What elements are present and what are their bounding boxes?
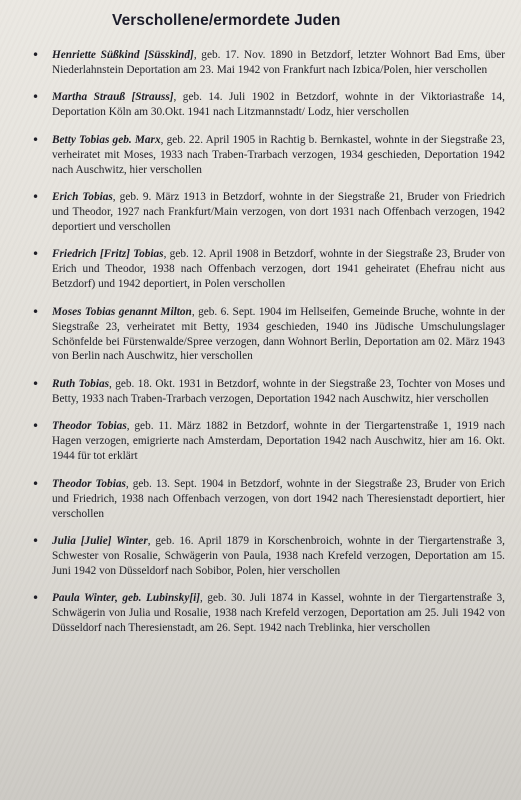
- person-details: , geb. 22. April 1905 in Rachtig b. Bernkastel, wohnte in der Siegstraße 23, verheiratet mit Moses, 1933 nach Traben-Trarbach verzogen, 1934 geschieden, Deportation 1942 nach Auschwitz, hier verschollen: [52, 133, 505, 176]
- person-details: , geb. 9. März 1913 in Betzdorf, wohnte in der Siegstraße 21, Bruder von Friedrich und Theodor, 1927 nach Frankfurt/Main verzogen, von dort 1931 nach Offenbach verzogen, 1942 deportiert und verschollen: [52, 191, 505, 233]
- person-details: , geb. 16. April 1879 in Korschenbroich, wohnte in der Tiergartenstraße 3, Schwester von Rosalie, Schwägerin von Paula, 1938 nach Krefeld verzogen, Deportation am 15. Juni 1942 von Düsseldorf nach Sobibor, Polen, hier verschollen: [52, 535, 505, 577]
- bullet-icon: •: [32, 90, 40, 105]
- bullet-icon: •: [32, 534, 40, 548]
- person-details: , geb. 13. Sept. 1904 in Betzdorf, wohnte in der Siegstraße 23, Bruder von Erich und Friedrich, 1938 nach Offenbach verzogen, von dort 1942 nach Theresienstadt deportiert, hier verschollen: [52, 477, 505, 520]
- bullet-icon: •: [32, 304, 40, 319]
- person-name: Theodor Tobias: [52, 477, 126, 490]
- person-details: , geb. 17. Nov. 1890 in Betzdorf, letzter Wohnort Bad Ems, über Niederlahnstein Deportation am 23. Mai 1942 von Frankfurt nach Izbica/Polen, hier verschollen: [52, 49, 505, 76]
- page-title: Verschollene/ermordete Juden: [112, 12, 341, 29]
- list-item: [24, 591, 505, 636]
- person-name: Martha Strauß [Strauss]: [52, 91, 174, 104]
- bullet-icon: •: [32, 419, 40, 434]
- person-name: Paula Winter, geb. Lubinsky[i]: [52, 592, 200, 605]
- list-item: [24, 48, 505, 78]
- list-item: [24, 305, 505, 365]
- bullet-icon: •: [32, 132, 40, 147]
- person-name: Friedrich [Fritz] Tobias: [52, 248, 164, 261]
- bullet-icon: •: [32, 247, 40, 262]
- list-item: [24, 133, 505, 178]
- list-item: [24, 377, 505, 407]
- bullet-icon: •: [32, 591, 40, 606]
- list-item: [24, 419, 505, 464]
- person-details: , geb. 30. Juli 1874 in Kassel, wohnte in der Tiergartenstraße 3, Schwägerin von Julia und Rosalie, 1938 nach Krefeld verzogen, Deportation am 25. Juli 1942 von Düsseldorf nach Theresienstadt, am 26. Sept. 1942 nach Treblinka, hier verschollen: [52, 592, 505, 635]
- person-name: Erich Tobias: [52, 191, 113, 204]
- person-details: , geb. 14. Juli 1902 in Betzdorf, wohnte in der Viktoriastraße 14, Deportation Köln am 30.Okt. 1941 nach Litzmannstadt/ Lodz, hier verschollen: [52, 91, 505, 119]
- person-details: , geb. 6. Sept. 1904 im Hellseifen, Gemeinde Bruche, wohnte in der Siegstraße 23, verheiratet mit Betty, 1934 geschieden, 1940 ins Jüdische Umschulungslager Schönfelde bei Fürstenwalde/Spree verzogen, dann Wohnort Berlin, Deportation am 02. März 1943 von Berlin nach Auschwitz, hier verschollen: [52, 305, 505, 363]
- list-item: [24, 190, 505, 235]
- person-name: Theodor Tobias: [52, 420, 127, 433]
- person-details: , geb. 11. März 1882 in Betzdorf, wohnte in der Tiergartenstraße 1, 1919 nach Hagen verzogen, emigrierte nach Amsterdam, Deportation 1942 nach Auschwitz, hier am 16. Okt. 1944 für tot erklärt: [52, 420, 505, 463]
- bullet-icon: •: [32, 190, 40, 205]
- person-name: Henriette Süßkind [Süsskind]: [52, 49, 194, 61]
- person-name: Ruth Tobias: [52, 377, 109, 390]
- list-item: [24, 247, 505, 292]
- person-details: , geb. 12. April 1908 in Betzdorf, wohnte in der Siegstraße 23, Bruder von Erich und Theodor, 1938 nach Offenbach verzogen, dort 1941 geheiratet (Ehefrau nicht aus Betzdorf) und 1942 deportiert, in Polen verschollen: [52, 248, 505, 291]
- person-name: Julia [Julie] Winter: [52, 535, 148, 547]
- bullet-icon: •: [32, 476, 40, 491]
- person-details: , geb. 18. Okt. 1931 in Betzdorf, wohnte in der Siegstraße 23, Tochter von Moses und Betty, 1933 nach Traben-Trarbach verzogen, Deportation 1942 nach Auschwitz, hier verschollen: [52, 377, 505, 405]
- bullet-icon: •: [32, 376, 40, 391]
- bullet-icon: •: [32, 48, 40, 62]
- person-name: Betty Tobias geb. Marx: [52, 133, 161, 146]
- list-item: [24, 477, 505, 522]
- person-name: Moses Tobias genannt Milton: [52, 305, 192, 318]
- list-item: [24, 90, 505, 120]
- victim-list: [24, 48, 505, 636]
- list-item: [24, 534, 505, 579]
